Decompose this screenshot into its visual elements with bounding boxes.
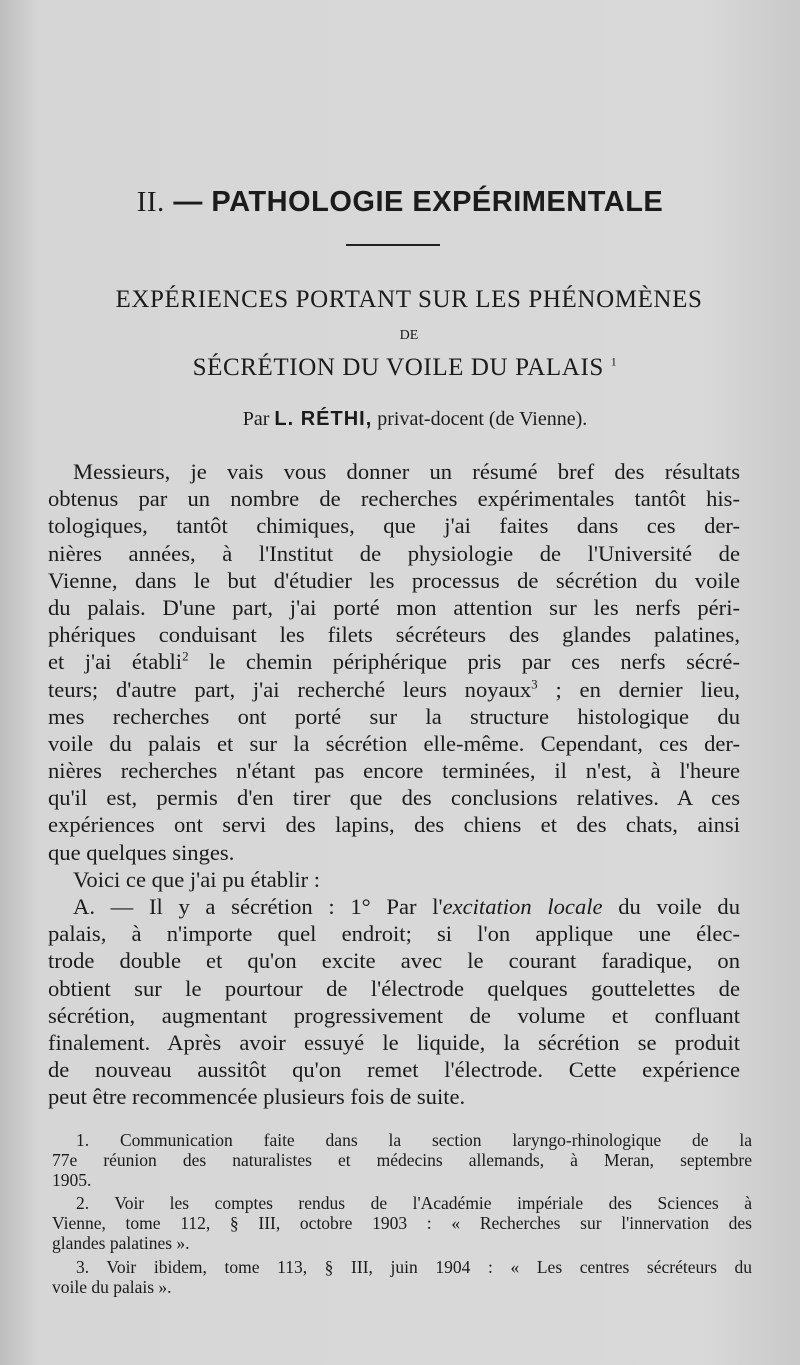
body-text-run: finalement. Après avoir essuyé le liquide, la sécrétion se produit — [48, 1029, 740, 1055]
body-line — [48, 839, 740, 866]
footnote-line: voile du palais ». — [52, 1276, 172, 1297]
author-name: L. RÉTHI, — [274, 408, 373, 430]
body-line — [48, 1002, 740, 1029]
body-text-run: A. — Il y a sécrétion : 1° Par l' — [73, 894, 443, 919]
chapter-number: II. — [136, 186, 165, 218]
body-text-run: ; en dernier lieu, — [537, 676, 740, 702]
body-line — [48, 920, 740, 947]
footnote-line: Vienne, tome 112, § III, octobre 1903 : « Recherches sur l'innervation des — [52, 1213, 752, 1234]
body-text-run: sécrétion, augmentant progressivement de volume et confluant — [48, 1002, 740, 1028]
body-text-run: voile du palais et sur la sécrétion elle-même. Cependant, ces der- — [48, 730, 740, 756]
body-text-run: palais, à n'importe quel endroit; si l'on applique une élec- — [48, 921, 740, 947]
body-line — [48, 784, 740, 811]
article-title-connector: DE — [399, 328, 419, 343]
body-line — [48, 866, 740, 893]
body-text-run: qu'il est, permis d'en tirer que des conclusions relatives. A ces — [48, 785, 740, 811]
body-text-run: Vienne, dans le but d'étudier les processus de sécrétion du voile — [48, 567, 740, 593]
body-line — [48, 811, 740, 838]
body-line — [48, 1029, 740, 1056]
title-footnote-marker: 1 — [610, 354, 618, 369]
footnote-line: glandes palatines ». — [52, 1232, 190, 1253]
body-text-run: nières années, à l'Institut de physiologie de l'Université de — [48, 540, 740, 566]
body-text-run: que quelques singes. — [48, 839, 235, 865]
body-text-run: tologiques, tantôt chimiques, que j'ai faites dans ces der- — [48, 513, 740, 539]
footnote — [52, 1194, 752, 1253]
body-line — [48, 1083, 740, 1110]
body-line — [48, 757, 740, 784]
body-text-run: obtient sur le pourtour de l'électrode quelques gouttelettes de — [48, 975, 740, 1001]
footnote-line: 1905. — [52, 1169, 92, 1190]
body-text-run: mes recherches ont porté sur la structure histologique du — [48, 703, 740, 729]
body-text-run: expériences ont servi des lapins, des chiens et des chats, ainsi — [48, 812, 740, 838]
body-line — [48, 1056, 740, 1083]
body-text-run: et j'ai établi — [48, 649, 183, 675]
chapter-title: PATHOLOGIE EXPÉRIMENTALE — [211, 186, 664, 218]
body-line — [48, 594, 740, 621]
body-text-run: Messieurs, je vais vous donner un résumé bref des résultats — [73, 459, 740, 484]
body-text-run: du voile du — [602, 894, 740, 919]
footnote-line: 3. Voir ibidem, tome 113, § III, juin 1904 : « Les centres sécréteurs du — [76, 1256, 752, 1277]
body-text-run: Voici ce que j'ai pu établir : — [73, 866, 321, 892]
body-line — [48, 703, 740, 730]
italic-text: excitation locale — [442, 894, 603, 919]
article-title-line1: EXPÉRIENCES PORTANT SUR LES PHÉNOMÈNES — [115, 286, 703, 313]
footnote-line: 77e réunion des naturalistes et médecins allemands, à Meran, septembre — [52, 1149, 752, 1170]
byline-prefix: Par — [242, 408, 270, 430]
article-title-text: SÉCRÉTION DU VOILE DU PALAIS — [192, 354, 604, 381]
body-line — [48, 458, 740, 485]
byline — [0, 408, 800, 431]
body-text-run: teurs; d'autre part, j'ai recherché leurs noyaux — [48, 676, 532, 702]
body-text-run: peut être recommencée plusieurs fois de suite. — [48, 1084, 466, 1110]
body-text — [48, 458, 740, 1111]
body-line — [48, 730, 740, 757]
footnote — [52, 1131, 752, 1190]
body-line — [48, 512, 740, 539]
body-text-run: trode double et qu'on excite avec le courant faradique, on — [48, 948, 740, 974]
body-line — [48, 893, 740, 920]
body-text-run: obtenus par un nombre de recherches expérimentales tantôt his- — [48, 486, 740, 512]
body-line — [48, 567, 740, 594]
body-line — [48, 975, 740, 1002]
body-line — [48, 648, 740, 675]
author-role: privat-docent (de Vienne). — [377, 408, 588, 430]
footnote-marker: 3 — [531, 675, 538, 691]
body-text-run: nières recherches n'étant pas encore terminées, il n'est, à l'heure — [48, 758, 740, 784]
footnote-line: 2. Voir les comptes rendus de l'Académie impériale des Sciences à — [76, 1193, 752, 1214]
chapter-heading — [0, 186, 800, 219]
footnotes — [52, 1131, 752, 1301]
article-title-line2 — [0, 354, 800, 382]
body-text-run: phériques conduisant les filets sécréteurs des glandes palatines, — [48, 622, 740, 648]
body-line — [48, 947, 740, 974]
body-text-run: de nouveau aussitôt qu'on remet l'électrode. Cette expérience — [48, 1057, 740, 1083]
chapter-dash: — — [173, 186, 203, 218]
body-text-run: le chemin périphérique pris par ces nerfs sécré- — [188, 649, 740, 675]
footnote-line: 1. Communication faite dans la section laryngo-rhinologique de la — [76, 1130, 752, 1150]
footnote-marker: 2 — [182, 648, 189, 664]
section-rule — [346, 244, 440, 246]
footnote — [52, 1258, 752, 1298]
body-line — [48, 676, 740, 703]
body-line — [48, 621, 740, 648]
body-line — [48, 540, 740, 567]
body-line — [48, 485, 740, 512]
body-text-run: du palais. D'une part, j'ai porté mon attention sur les nerfs péri- — [48, 594, 740, 620]
